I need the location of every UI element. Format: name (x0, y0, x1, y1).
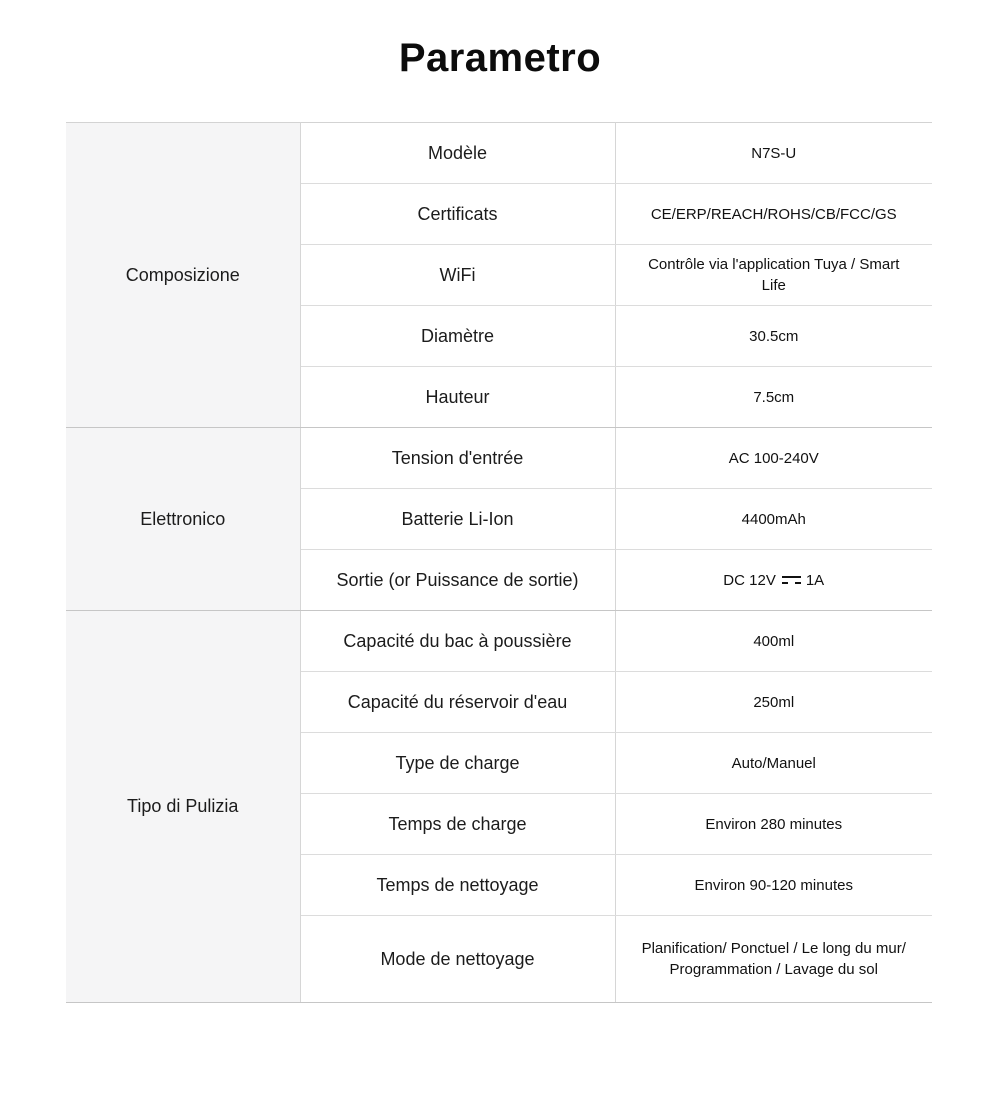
param-label: Diamètre (300, 306, 615, 367)
value-text-wrapped: Planification/ Ponctuel / Le long du mur/ Programmation / Lavage du sol (641, 940, 906, 978)
param-label: Sortie (or Puissance de sortie) (300, 550, 615, 611)
value-text (615, 245, 932, 306)
value-text: Auto/Manuel (615, 733, 932, 794)
value-text: AC 100-240V (615, 428, 932, 489)
value-text: 7.5cm (615, 367, 932, 428)
spec-row (66, 611, 932, 672)
param-label: Tension d'entrée (300, 428, 615, 489)
param-label: WiFi (300, 245, 615, 306)
value-text: CE/ERP/REACH/ROHS/CB/FCC/GS (615, 184, 932, 245)
param-label: Capacité du bac à poussière (300, 611, 615, 672)
param-label: Capacité du réservoir d'eau (300, 672, 615, 733)
category-cell-elettronico: Elettronico (66, 428, 300, 611)
param-label: Modèle (300, 123, 615, 184)
direct-current-icon (782, 575, 801, 586)
spec-row (66, 428, 932, 489)
param-label: Mode de nettoyage (300, 916, 615, 1003)
param-label: Temps de charge (300, 794, 615, 855)
value-text (615, 916, 932, 1003)
spec-row (66, 123, 932, 184)
value-text-wrapped: Contrôle via l'application Tuya / Smart Life (648, 256, 900, 294)
param-label: Temps de nettoyage (300, 855, 615, 916)
value-text: 400ml (615, 611, 932, 672)
category-cell-composizione: Composizione (66, 123, 300, 428)
page-title: Parametro (398, 36, 602, 80)
value-text (615, 550, 932, 611)
value-text: Environ 90-120 minutes (615, 855, 932, 916)
value-text: 4400mAh (615, 489, 932, 550)
value-text-prefix: DC 12V (723, 571, 776, 589)
param-label: Certificats (300, 184, 615, 245)
param-label: Type de charge (300, 733, 615, 794)
category-cell-tipo-di-pulizia: Tipo di Pulizia (66, 611, 300, 1003)
param-label: Hauteur (300, 367, 615, 428)
value-text-suffix: 1A (805, 571, 825, 589)
value-text: Environ 280 minutes (615, 794, 932, 855)
param-label: Batterie Li-Ion (300, 489, 615, 550)
value-text: 250ml (615, 672, 932, 733)
spec-table (66, 122, 932, 1003)
value-text: N7S-U (615, 123, 932, 184)
value-text: 30.5cm (615, 306, 932, 367)
